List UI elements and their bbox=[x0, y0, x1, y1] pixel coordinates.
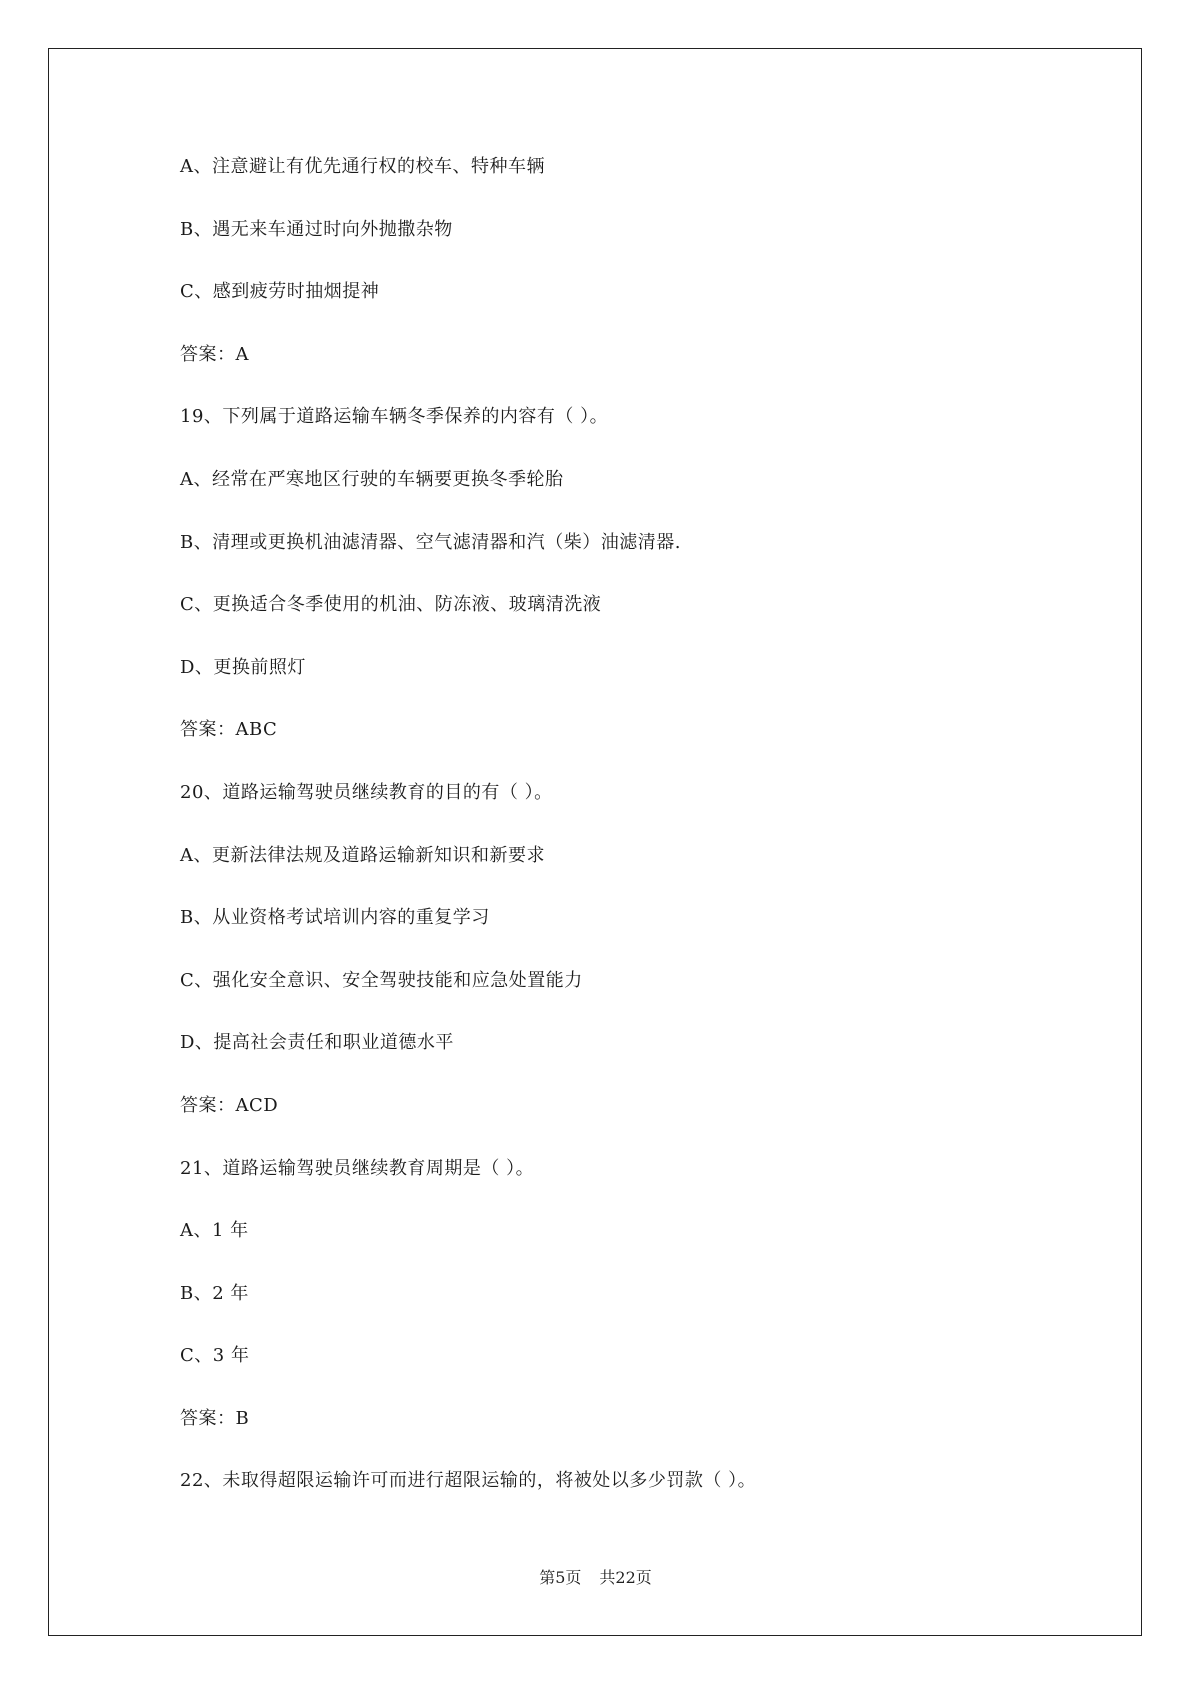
option-line: C、强化安全意识、安全驾驶技能和应急处置能力 bbox=[180, 969, 583, 991]
answer-line: 答案：ACD bbox=[180, 1094, 279, 1116]
page-total: 共22页 bbox=[599, 1568, 652, 1587]
option-line: C、更换适合冬季使用的机油、防冻液、玻璃清洗液 bbox=[180, 594, 602, 616]
option-line: B、遇无来车通过时向外抛撒杂物 bbox=[180, 218, 453, 240]
document-body bbox=[180, 155, 1080, 1532]
question-19: 19、下列属于道路运输车辆冬季保养的内容有（ ）。 bbox=[180, 406, 609, 428]
answer-line: 答案：B bbox=[180, 1407, 250, 1429]
option-line: B、2 年 bbox=[180, 1282, 249, 1304]
option-line: A、注意避让有优先通行权的校车、特种车辆 bbox=[180, 156, 545, 177]
option-line: B、从业资格考试培训内容的重复学习 bbox=[180, 907, 490, 929]
question-20: 20、道路运输驾驶员继续教育的目的有（ ）。 bbox=[180, 781, 553, 803]
option-line: A、1 年 bbox=[180, 1220, 249, 1242]
option-line: A、更新法律法规及道路运输新知识和新要求 bbox=[180, 844, 545, 866]
option-line: C、3 年 bbox=[180, 1345, 250, 1367]
page-footer bbox=[0, 1568, 1191, 1588]
option-line: D、更换前照灯 bbox=[180, 656, 306, 678]
option-line: C、感到疲劳时抽烟提神 bbox=[180, 281, 380, 303]
option-line: B、清理或更换机油滤清器、空气滤清器和汽（柴）油滤清器. bbox=[180, 531, 681, 553]
question-22: 22、未取得超限运输许可而进行超限运输的，将被处以多少罚款（ ）。 bbox=[180, 1470, 757, 1492]
answer-line: 答案：A bbox=[180, 343, 249, 365]
option-line: A、经常在严寒地区行驶的车辆要更换冬季轮胎 bbox=[180, 468, 564, 490]
answer-line: 答案：ABC bbox=[180, 719, 278, 741]
question-21: 21、道路运输驾驶员继续教育周期是（ ）。 bbox=[180, 1157, 535, 1179]
option-line: D、提高社会责任和职业道德水平 bbox=[180, 1032, 454, 1054]
page-number: 第5页 bbox=[539, 1568, 582, 1587]
